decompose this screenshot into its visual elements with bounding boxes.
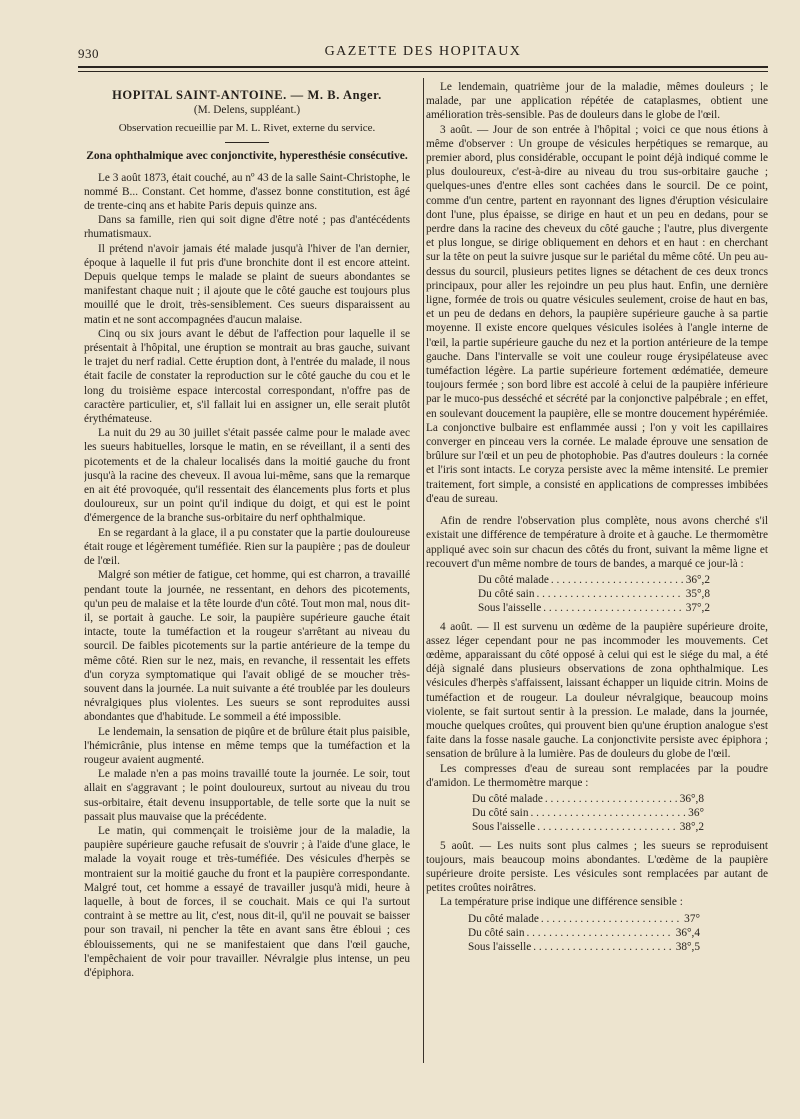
temperature-row [468,940,700,954]
paragraph: Le lendemain, quatrième jour de la maladie, mêmes douleurs ; le malade, par une application répétée de cataplasmes, obtient une amélioration très-sensible. Pas de douleurs dans le globe de l'œil. [426,81,768,122]
temperature-value: 38°,5 [675,940,700,953]
paragraph: Le matin, qui commençait le troisième jour de la maladie, la paupière supérieure gauche refusait de s'ouvrir ; à l'aide d'une glace, le malade la voyait rouge et très-tuméfiée. Des vésicules d'herpès se montraient sur la moitié gauche du front et la paupière correspondante. Malgré tout, cet homme a essayé de travailler jusqu'à midi, heure à laquelle, à bout de forces, il se couchait. Mais ce qui l'a surtout contraint à se mettre au lit, c'est, nous dit-il, qu'il ne pouvait se baisser pour son travail, ni pencher la tête en avant sans être ébloui ; ces éblouissements, qui ne se manifestaient que dans l'œil gauche, l'empêchaient de voir pour travailler. Névralgie plus intense, un peu d'épiphora. [84,824,410,979]
paragraph: 3 août. — Jour de son entrée à l'hôpital ; voici ce que nous étions à même d'observer : Un groupe de vésicules herpétiques se remarque, au premier abord, plus considérable, occupant le point déjà indiqué comme le plus douloureux, c'est-à-dire au niveau du trou sus-orbitaire gauche ; quelques-unes d'entre elles sont cachées dans le sourcil. De ce point, comme d'un centre, partent en rayonnant des lignes d'éruption vésiculaire dont l'une, plus épaisse, se dirige en haut et un peu en dedans, pour se perdre dans la racine des cheveux du côté gauche ; l'autre, plus divergente et plus longue, se dirige obliquement en dehors et en haut : en cherchant sur la tête on peut la suivre jusque sur le pariétal du même côté. Un peu au-dessus du sourcil, plusieurs petites lignes se détachent de ces deux troncs principaux, pour aller les rejoindre un peu plus haut. Enfin, une dernière ligne, formée de trois ou quatre vésicules seulement, croise de haut en bas, et un peu de dedans en dehors, la paupière supérieure gauche à sa partie moyenne. Il existe encore quelques vésicules isolées à l'angle interne de l'œil, la partie supérieure gauche du nez et la portion antérieure de la tempe gauche. Dans l'intervalle se voit une couleur rouge érysipélateuse avec tuméfaction légère. La partie supérieure fortement œdématiée, demeure toujours fermée ; son bord libre est accolé à celui de la paupière inférieure par le muco-pus desséché et sécrété par la conjonctive palpébrale ; en effet, en soulevant doucement la paupière, elle se montre doucement hypérémiée. La conjonctive bulbaire est enflammée aussi ; l'on y voit les capillaires converger en pinceau vers la cornée. Le malade éprouve une sensation de brûlure sur l'œil et un peu de photophobie. Pas d'autres douleurs : la cornée et l'iris sont intacts. Le coryza persiste avec la même intensité. Le premier traitement, fort simple, a consisté en applications de compresses imbibées d'eau de sureau. [426,123,768,505]
temperature-row [478,573,710,587]
temperature-value: 36°,2 [685,573,710,586]
paragraph: En se regardant à la glace, il a pu constater que la partie douloureuse était rouge et légèrement tuméfiée. Rien sur la paupière ; pas de douleur de l'œil. [84,526,410,568]
temperature-label: Du côté sain [472,807,529,820]
temperature-label: Sous l'aisselle [478,602,542,615]
left-column [84,80,410,1065]
paragraph: Cinq ou six jours avant le début de l'affection pour laquelle il se présentait à l'hôpital, une éruption se montrait au bras gauche, suivant le trajet du nerf radial. Cette éruption dont, à l'entrée du malade, il nous était facile de constater la reproduction sur le côté gauche du cou et le long du troisième espace intercostal correspondant, n'offre pas de caractère particulier, et, s'il fallait lui en assigner un, elle serait plutôt érythémateuse. [84,327,410,426]
article-title: HOPITAL SAINT-ANTOINE. — M. B. Anger. [112,88,382,102]
temperature-value: 35°,8 [685,588,710,601]
article-observation-credit: Observation recueillie par M. L. Rivet, externe du service. [118,122,376,135]
temperature-label: Sous l'aisselle [468,940,532,953]
temperature-value: 36°,8 [679,792,704,805]
paragraph: Les compresses d'eau de sureau sont remplacées par la poudre d'amidon. Le thermomètre marque : [426,762,768,789]
temperature-label: Du côté sain [478,588,535,601]
paragraph: 5 août. — Les nuits sont plus calmes ; les sueurs se reproduisent toujours, mais beaucoup moins abondantes. L'œdème de la paupière supérieure droite persiste. Les vésicules sont remplacées par autant de petites croûtes noirâtres. [426,839,768,895]
temperature-row [472,806,704,820]
temperature-value: 36°,4 [675,926,700,939]
temperature-label: Du côté malade [472,792,543,805]
temperature-value: 37° [684,912,700,925]
temperature-label: Du côté malade [468,912,539,925]
page-number: 930 [78,46,99,61]
temperature-row [478,587,710,601]
temperature-row [472,820,704,834]
temperature-label: Sous l'aisselle [472,821,536,834]
paragraph: Afin de rendre l'observation plus complète, nous avons cherché s'il existait une différence de température à droite et à gauche. Le thermomètre appliqué avec soin sur chacun des côtés du front, suivant la même ligne et recouvert d'un même nombre de tours de bandes, a marqué ce jour-là : [426,515,768,570]
paragraph: La température prise indique une différence sensible : [440,896,683,909]
temperature-value: 37°,2 [685,602,710,615]
paragraph: La nuit du 29 au 30 juillet s'était passée calme pour le malade avec les sueurs habituelles, lorsque le matin, en se réveillant, il a senti des picotements et de la chaleur localisés dans la moitié gauche du front jusqu'à la racine des cheveux. Il avoua lui-même, sans que la remarque en ait été provoquée, qu'il ressentait des élancements plus forts et plus douloureux, sur un point qu'il indique du doigt, et qui est le point d'émergence de la branche sus-orbitaire du nerf ophthalmique. [84,427,410,525]
header-rule-thin [78,71,768,72]
paragraph: Il prétend n'avoir jamais été malade jusqu'à l'hiver de l'an dernier, époque à laquelle il fut pris d'une bronchite dont il est encore atteint. Depuis quelque temps le malade se plaint de sueurs abondantes se manifestant chaque nuit ; il ajoute que le côté gauche est toujours plus mouillé que le droit, très-sensiblement. Ces sueurs disparaissent au matin et ne sont accompagnées d'aucun malaise. [84,242,410,326]
temperature-label: Du côté malade [478,573,549,586]
header-rule [78,66,768,68]
temperature-label: Du côté sain [468,926,525,939]
temperature-value: 38°,2 [679,821,704,834]
temperature-row [472,792,704,806]
title-rule [225,142,269,143]
case-title: Zona ophthalmique avec conjonctivite, hyperesthésie consécutive. [86,149,408,162]
temperature-table [426,792,704,835]
article-substitute: (M. Delens, suppléant.) [193,104,301,117]
paragraph: Le malade n'en a pas moins travaillé toute la journée. Le soir, tout allait en s'aggravant ; le point douloureux, surtout au niveau du trou sus-orbitaire, était devenu insupportable, de telle sorte que la nuit se passait plus mauvaise que la précédente. [84,768,410,823]
temperature-row [468,912,700,926]
temperature-table [426,573,710,616]
paragraph: Malgré son métier de fatigue, cet homme, qui est charron, a travaillé pendant toute la journée, ne ressentant, en dehors des picotements, qu'un peu de malaise et la tête lourde d'un côté. Tout mon mal, nous dit-il, se portait à gauche. Le soir, la paupière supérieure gauche était intacte, toute la tuméfaction et la rougeur s'arrêtant au niveau du sourcil. De faibles picotements sur la partie antérieure de la tempe du même côté. Rien sur le nez, mais, en revanche, il ressentait les effets d'un coryza symptomatique qui l'avait obligé de se moucher très-souvent dans la journée. La nuit suivante a été troublée par les douleurs névralgiques plus violentes. Les sueurs se sont reproduites aussi abondantes que d'habitude. Le sommeil a été impossible. [84,569,410,724]
temperature-row [478,601,710,615]
temperature-row [468,926,700,940]
temperature-table [426,912,700,955]
paragraph: 4 août. — Il est survenu un œdème de la paupière supérieure droite, assez léger cependant pour ne pas incommoder les mouvements. Cet œdème, apparaissant du côté opposé à celui qui est le siége du mal, a été déjà signalé dans plusieurs observations de zona ophthalmique. Les vésicules d'herpès s'affaissent, laissant échapper un liquide citrin. Moins de tuméfaction et de rougeur. La douleur névralgique, beaucoup moins violente, se fait surtout sentir à la pression. Le malade, dans la journée, mouche quelques croûtes, qui prouvent bien qu'une éruption analogue s'est faite dans la fosse nasale gauche. La conjonctivite persiste avec épiphora ; sensation de brûlure à la lumière. Pas de douleurs du globe de l'œil. [426,620,768,761]
paragraph: Dans sa famille, rien qui soit digne d'être noté ; pas d'antécédents rhumatismaux. [84,214,410,241]
paragraph: Le lendemain, la sensation de piqûre et de brûlure était plus paisible, l'hémicrânie, plus intense en même temps que la tuméfaction et la rougeur avaient augmenté. [84,725,410,766]
column-divider [423,78,424,1063]
temperature-value: 36° [688,807,704,820]
paragraph: Le 3 août 1873, était couché, au nº 43 de la salle Saint-Christophe, le nommé B... Constant. Cet homme, d'assez bonne constitution, est âgé de trente-cinq ans et habite Paris depuis quinze ans. [84,171,410,213]
right-column [426,80,768,1065]
running-title: GAZETTE DES HOPITAUX [324,44,522,59]
